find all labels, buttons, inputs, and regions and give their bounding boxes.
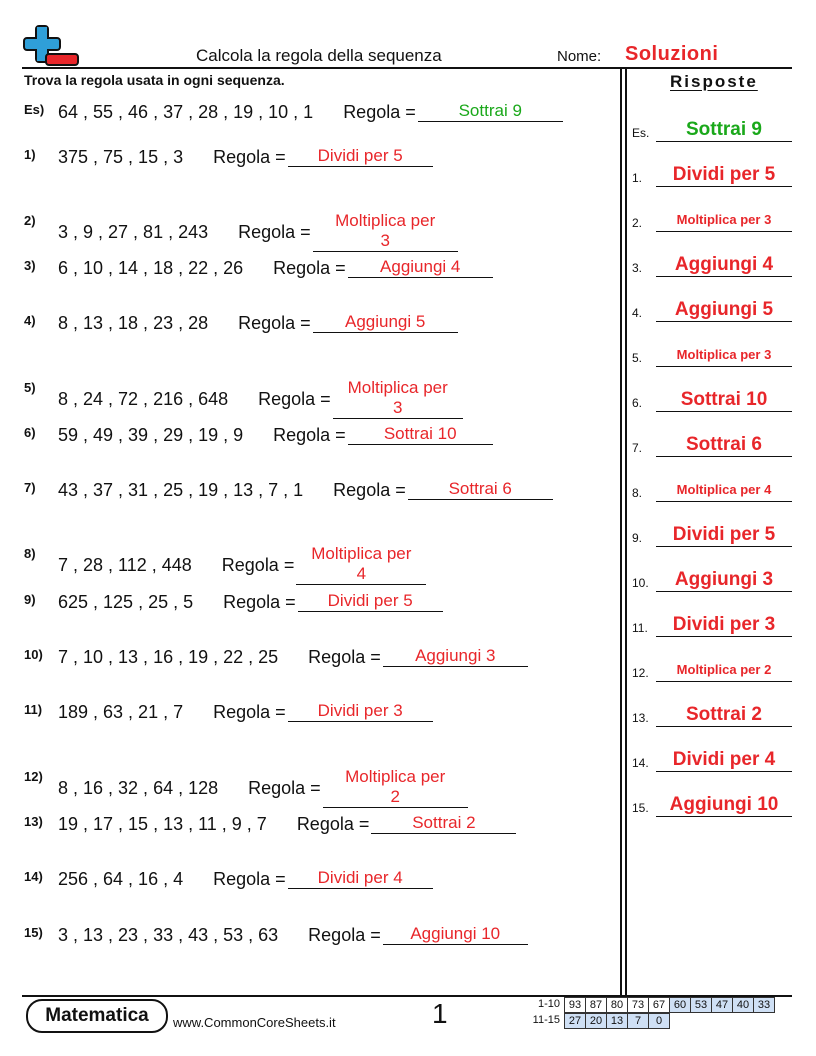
- score-cell: 67: [649, 998, 670, 1013]
- problem-number: 4): [24, 313, 36, 328]
- subject-badge: Matematica: [26, 999, 168, 1033]
- answer-key-value: Dividi per 3: [656, 614, 792, 637]
- answer-key-item: [632, 505, 792, 547]
- sequence: 8 , 24 , 72 , 216 , 648: [58, 389, 229, 409]
- sequence: 43 , 37 , 31 , 25 , 19 , 13 , 7 , 1: [58, 480, 304, 500]
- answers-heading: Risposte: [670, 72, 758, 91]
- answer-key-value: Moltiplica per 3: [656, 209, 792, 232]
- instructions: Trova la regola usata in ogni sequenza.: [24, 72, 285, 88]
- column-divider-right: [625, 68, 627, 996]
- rule-answer: Sottrai 6: [408, 479, 553, 500]
- answer-key-number: 10.: [632, 576, 649, 590]
- answer-key-value: Aggiungi 5: [656, 299, 792, 322]
- answer-key-value: Aggiungi 3: [656, 569, 792, 592]
- answer-key-item: [632, 100, 792, 142]
- sequence: 8 , 16 , 32 , 64 , 128: [58, 778, 219, 798]
- score-cell: 47: [712, 998, 733, 1013]
- sequence: 256 , 64 , 16 , 4: [58, 869, 184, 889]
- rule-label: Regola =: [296, 814, 370, 834]
- score-cell: 20: [586, 1014, 607, 1029]
- answer-key-value: Moltiplica per 3: [656, 344, 792, 367]
- answer-key-value: Sottrai 2: [656, 704, 792, 727]
- column-divider-left: [620, 68, 622, 996]
- rule-label: Regola =: [248, 778, 321, 798]
- score-cell: 93: [565, 998, 586, 1013]
- rule-answer: Aggiungi 3: [383, 646, 528, 667]
- rule-answer: Sottrai 2: [371, 813, 516, 834]
- problem-number: 15): [24, 925, 43, 940]
- answer-key-number: 14.: [632, 756, 649, 770]
- answer-key-number: 7.: [632, 441, 643, 455]
- answer-key-value: Sottrai 9: [656, 119, 792, 142]
- rule-label: Regola =: [333, 480, 406, 500]
- answer-key-number: 15.: [632, 801, 649, 815]
- page-title: Calcola la regola della sequenza: [196, 46, 442, 65]
- rule-answer-line1: Moltiplica per: [311, 544, 412, 563]
- rule-label: Regola =: [213, 869, 286, 889]
- answer-key-item: [632, 640, 792, 682]
- answer-key-number: 9.: [632, 531, 643, 545]
- rule-answer: Sottrai 9: [418, 101, 563, 122]
- problem-number: 13): [24, 814, 43, 829]
- name-label: Nome:: [557, 48, 602, 65]
- score-row: [564, 1013, 670, 1029]
- answer-key-item: [632, 280, 792, 322]
- answer-key-item: [632, 415, 792, 457]
- rule-label: Regola =: [238, 313, 311, 333]
- score-row-label: 1-10: [537, 998, 560, 1010]
- rule-label: Regola =: [223, 592, 296, 612]
- answer-key-value: Moltiplica per 2: [656, 659, 792, 682]
- rule-label: Regola =: [308, 647, 381, 667]
- answer-key-item: [632, 685, 792, 727]
- sequence: 7 , 10 , 13 , 16 , 19 , 22 , 25: [58, 647, 279, 667]
- answer-key-item: [632, 190, 792, 232]
- rule-answer: Aggiungi 10: [383, 924, 528, 945]
- rule-answer: Sottrai 10: [348, 424, 493, 445]
- answer-key-item: [632, 730, 792, 772]
- sequence: 375 , 75 , 15 , 3: [58, 147, 184, 167]
- sequence: 3 , 13 , 23 , 33 , 43 , 53 , 63: [58, 925, 279, 945]
- rule-answer: Dividi per 4: [288, 868, 433, 889]
- logo-plus-minus-icon: [22, 24, 80, 68]
- rule-answer-line2: 3: [392, 398, 403, 417]
- problem-number: 7): [24, 480, 36, 495]
- score-cell: 40: [733, 998, 754, 1013]
- answer-key-item: [632, 325, 792, 367]
- answer-key-value: Sottrai 10: [656, 389, 792, 412]
- answer-key-value: Sottrai 6: [656, 434, 792, 457]
- rule-label: Regola =: [308, 925, 381, 945]
- problem-number: 3): [24, 258, 36, 273]
- rule-answer: Aggiungi 4: [348, 257, 493, 278]
- score-row-label: 11-15: [532, 1014, 560, 1026]
- problem-number: 6): [24, 425, 36, 440]
- answer-key-value: Aggiungi 10: [656, 794, 792, 817]
- score-cell: 27: [565, 1014, 586, 1029]
- rule-answer: [333, 378, 463, 419]
- problem-number: 12): [24, 769, 43, 784]
- rule-answer: Aggiungi 5: [313, 312, 458, 333]
- problem-number: 1): [24, 147, 36, 162]
- sequence: 3 , 9 , 27 , 81 , 243: [58, 222, 209, 242]
- score-cell: 53: [691, 998, 712, 1013]
- answer-key-item: [632, 145, 792, 187]
- sequence: 625 , 125 , 25 , 5: [58, 592, 194, 612]
- rule-label: Regola =: [273, 258, 346, 278]
- header-divider: [22, 67, 792, 69]
- answer-key-value: Aggiungi 4: [656, 254, 792, 277]
- score-cell: 7: [628, 1014, 649, 1029]
- rule-answer-line1: Moltiplica per: [347, 378, 448, 397]
- answer-key-item: [632, 235, 792, 277]
- problem-number: 11): [24, 702, 43, 717]
- rule-answer: [296, 544, 426, 585]
- rule-answer: [323, 767, 468, 808]
- rule-label: Regola =: [213, 147, 286, 167]
- answer-key-item: [632, 775, 792, 817]
- answer-key-number: 2.: [632, 216, 643, 230]
- sequence: 189 , 63 , 21 , 7: [58, 702, 184, 722]
- answer-key-value: Dividi per 5: [656, 524, 792, 547]
- answer-key-value: Dividi per 5: [656, 164, 792, 187]
- answer-key-number: 4.: [632, 306, 643, 320]
- score-cell: 60: [670, 998, 691, 1013]
- rule-label: Regola =: [343, 102, 416, 122]
- score-cell: 0: [649, 1014, 670, 1029]
- answer-key-number: 13.: [632, 711, 649, 725]
- problem-number: 8): [24, 546, 36, 561]
- answer-key-number: 1.: [632, 171, 643, 185]
- problem-number: Es): [24, 102, 45, 117]
- rule-answer: Dividi per 5: [298, 591, 443, 612]
- answer-key-item: [632, 550, 792, 592]
- rule-answer: Dividi per 3: [288, 701, 433, 722]
- score-cell: 33: [754, 998, 775, 1013]
- solutions-label: Soluzioni: [625, 43, 719, 65]
- rule-answer-line1: Moltiplica per: [345, 767, 446, 786]
- sequence: 59 , 49 , 39 , 29 , 19 , 9: [58, 425, 244, 445]
- rule-label: Regola =: [221, 555, 295, 575]
- answer-key-number: 3.: [632, 261, 643, 275]
- rule-answer-line2: 2: [390, 787, 400, 806]
- answer-key-item: [632, 595, 792, 637]
- sequence: 8 , 13 , 18 , 23 , 28: [58, 313, 209, 333]
- problem-number: 10): [24, 647, 43, 662]
- sequence: 6 , 10 , 14 , 18 , 22 , 26: [58, 258, 244, 278]
- rule-answer: [313, 211, 458, 252]
- answer-key-number: 5.: [632, 351, 643, 365]
- rule-answer-line1: Moltiplica per: [335, 211, 436, 230]
- problem-number: 14): [24, 869, 43, 884]
- answer-key-value: Dividi per 4: [656, 749, 792, 772]
- problem-number: 2): [24, 213, 36, 228]
- problem-number: 5): [24, 380, 36, 395]
- score-cell: 80: [607, 998, 628, 1013]
- sequence: 19 , 17 , 15 , 13 , 11 , 9 , 7: [58, 814, 267, 834]
- answer-key-number: 12.: [632, 666, 649, 680]
- rule-label: Regola =: [273, 425, 346, 445]
- site-url: www.CommonCoreSheets.it: [173, 1015, 336, 1030]
- rule-answer-line2: 4: [356, 564, 367, 583]
- sequence: 7 , 28 , 112 , 448: [58, 555, 192, 575]
- sequence: 64 , 55 , 46 , 37 , 28 , 19 , 10 , 1: [58, 102, 314, 122]
- score-cell: 87: [586, 998, 607, 1013]
- score-cell: 13: [607, 1014, 628, 1029]
- answer-key-item: [632, 460, 792, 502]
- rule-answer-line2: 3: [380, 231, 390, 250]
- score-row: [564, 997, 775, 1013]
- rule-answer: Dividi per 5: [288, 146, 433, 167]
- rule-label: Regola =: [213, 702, 286, 722]
- answer-key-number: Es.: [632, 126, 650, 140]
- answer-key-number: 8.: [632, 486, 643, 500]
- rule-label: Regola =: [238, 222, 311, 242]
- score-cell: 73: [628, 998, 649, 1013]
- answer-key-number: 11.: [632, 621, 648, 635]
- answer-key-item: [632, 370, 792, 412]
- problem-number: 9): [24, 592, 36, 607]
- answer-key-number: 6.: [632, 396, 643, 410]
- rule-label: Regola =: [258, 389, 331, 409]
- page-number: 1: [432, 998, 448, 1029]
- answer-key-value: Moltiplica per 4: [656, 479, 792, 502]
